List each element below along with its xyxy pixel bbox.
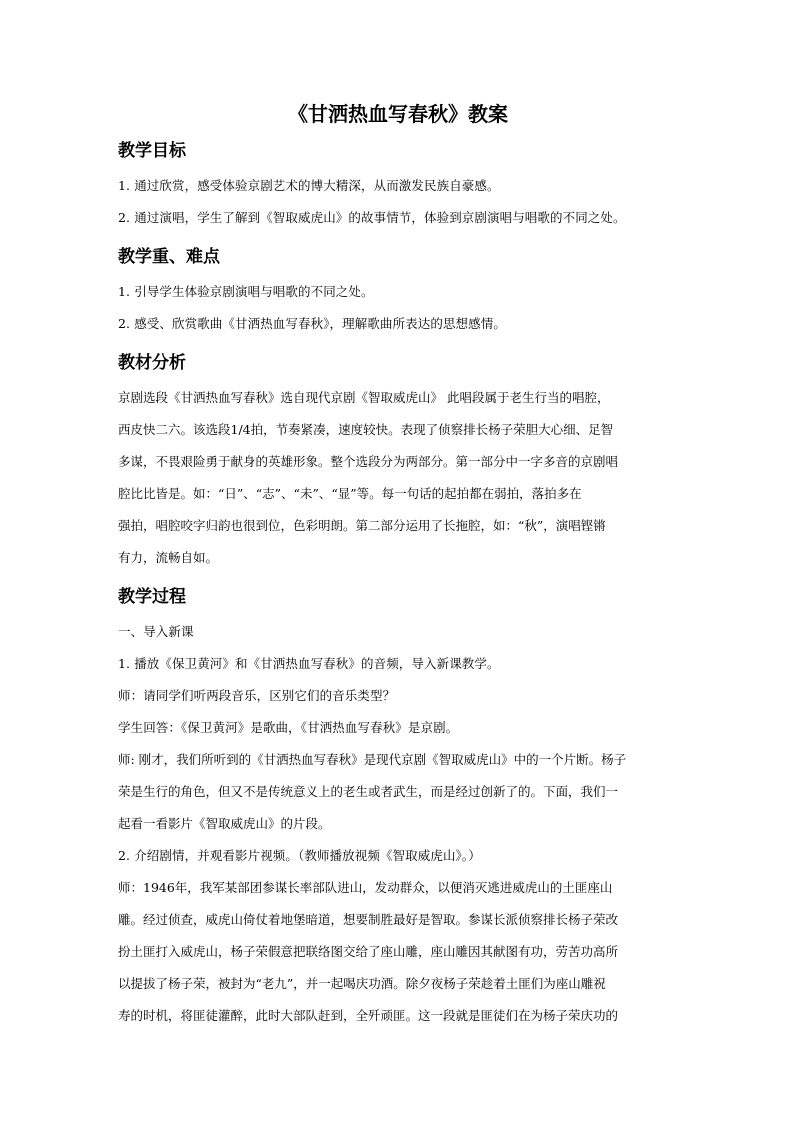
heading-teaching-goals: 教学目标 bbox=[118, 141, 186, 161]
document-title: 《甘洒热血写春秋》教案 bbox=[288, 102, 508, 126]
story-line: 雕。经过侦查，威虎山倚仗着地堡暗道，想要制胜最好是智取。参谋长派侦察排长杨子荣改 bbox=[118, 912, 619, 927]
process-step-2: 2. 介绍剧情，并观看影片视频。（教师播放视频《智取威虎山》。） bbox=[118, 848, 481, 863]
teacher-line: 荣是生行的角色，但又不是传统意义上的老生或者武生，而是经过创新了的。下面，我们一 bbox=[118, 784, 619, 799]
goal-item-1: 1. 通过欣赏，感受体验京剧艺术的博大精深，从而激发民族自豪感。 bbox=[118, 178, 500, 193]
story-paragraph bbox=[118, 872, 678, 1032]
teacher-question: 师：请同学们听两段音乐，区别它们的音乐类型？ bbox=[118, 688, 396, 703]
analysis-line: 有力，流畅自如。 bbox=[118, 550, 219, 565]
teacher-paragraph bbox=[118, 744, 678, 840]
key-point-item-2: 2. 感受、欣赏歌曲《甘洒热血写春秋》，理解歌曲所表达的思想感情。 bbox=[118, 316, 506, 331]
analysis-paragraph bbox=[118, 382, 678, 574]
teacher-line: 师: 刚才，我们所听到的《甘洒热血写春秋》是现代京剧《智取威虎山》中的一个片断。杨子 bbox=[118, 752, 627, 767]
process-subheading: 一、导入新课 bbox=[118, 624, 194, 639]
analysis-line: 腔比比皆是。如：“日”、“志”、“未”、“显”等。每一句话的起拍都在弱拍，落拍多在 bbox=[118, 486, 582, 501]
analysis-line: 西皮快二六。该选段1/4拍，节奏紧凑，速度较快。表现了侦察排长杨子荣胆大心细、足智 bbox=[118, 422, 614, 437]
story-line: 以提拔了杨子荣，被封为“老九”，并一起喝庆功酒。除夕夜杨子荣趁着土匪们为座山雕祝 bbox=[118, 976, 606, 991]
heading-teaching-process: 教学过程 bbox=[118, 587, 186, 607]
story-line: 寿的时机，将匪徒灌醉，此时大部队赶到，全歼顽匪。这一段就是匪徒们在为杨子荣庆功的 bbox=[118, 1008, 619, 1023]
student-answer: 学生回答：《保卫黄河》是歌曲，《甘洒热血写春秋》是京剧。 bbox=[118, 720, 459, 735]
heading-key-points: 教学重、难点 bbox=[118, 247, 220, 267]
document-page bbox=[118, 100, 678, 1032]
process-step-1: 1. 播放《保卫黄河》和《甘洒热血写春秋》的音频，导入新课教学。 bbox=[118, 656, 500, 671]
analysis-line: 多谋，不畏艰险勇于献身的英雄形象。整个选段分为两部分。第一部分中一字多音的京剧唱 bbox=[118, 454, 619, 469]
analysis-line: 京剧选段《甘洒热血写春秋》选自现代京剧《智取威虎山》 此唱段属于老生行当的唱腔， bbox=[118, 390, 610, 405]
analysis-line: 强拍，唱腔咬字归韵也很到位，色彩明朗。第二部分运用了长拖腔，如：“秋”，演唱铿锵 bbox=[118, 518, 606, 533]
goal-item-2: 2. 通过演唱，学生了解到《智取威虎山》的故事情节，体验到京剧演唱与唱歌的不同之处。 bbox=[118, 210, 626, 225]
story-line: 师：1946年，我军某部团参谋长率部队进山，发动群众，以便消灭逃进威虎山的土匪座山 bbox=[118, 880, 613, 895]
heading-material-analysis: 教材分析 bbox=[118, 353, 186, 373]
teacher-line: 起看一看影片《智取威虎山》的片段。 bbox=[118, 816, 331, 831]
story-line: 扮土匪打入威虎山，杨子荣假意把联络图交给了座山雕，座山雕因其献图有功，劳苦功高所 bbox=[118, 944, 619, 959]
key-point-item-1: 1. 引导学生体验京剧演唱与唱歌的不同之处。 bbox=[118, 284, 374, 299]
